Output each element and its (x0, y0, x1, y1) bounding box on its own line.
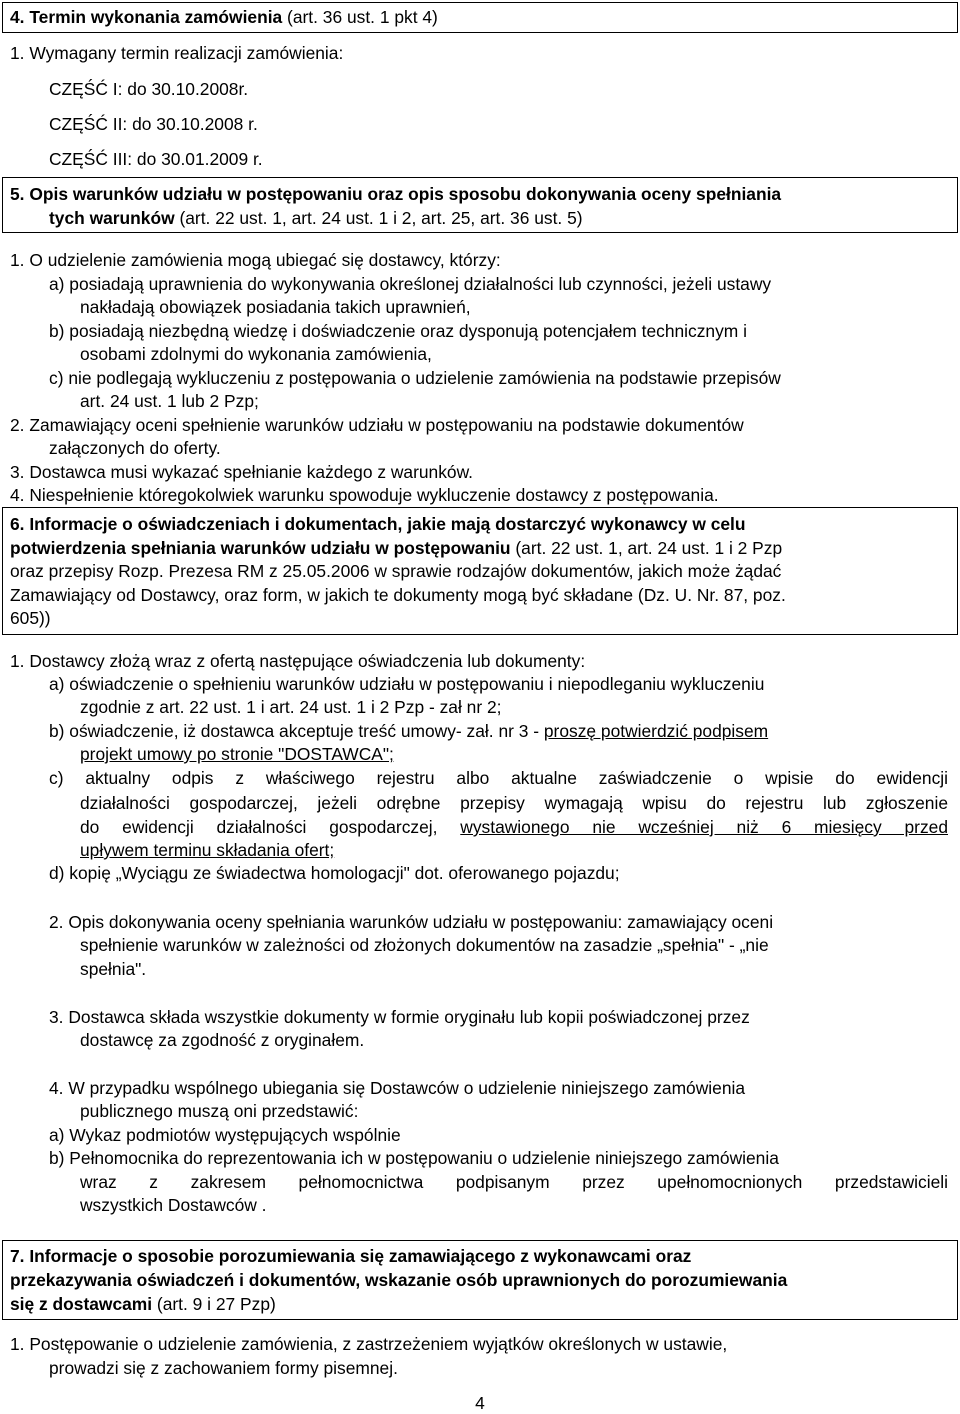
s6-item-1c-line-4: upływem terminu składania ofert; (80, 840, 335, 860)
section-5-heading-line-1: 5. Opis warunków udziału w postępowaniu oraz opis sposobu dokonywania oceny spełniania (10, 184, 782, 204)
section-4-heading: 4. Termin wykonania zamówienia (art. 36 ust. 1 pkt 4) (10, 7, 438, 27)
s6-item-3-line-1: 3. Dostawca składa wszystkie dokumenty w formie oryginału lub kopii poświadczonej przez (49, 1007, 750, 1027)
s5-item-1a-line-2: nakładają obowiązek posiadania takich uprawnień, (80, 297, 471, 317)
s6-item-1a-line-2: zgodnie z art. 22 ust. 1 i art. 24 ust. 1 i 2 Pzp - zał nr 2; (80, 697, 502, 717)
s5-item-1: 1. O udzielenie zamówienia mogą ubiegać się dostawcy, którzy: (10, 250, 501, 270)
s5-item-1c-line-2: art. 24 ust. 1 lub 2 Pzp; (80, 391, 259, 411)
section-6-heading-line-2: potwierdzenia spełniania warunków udziału w postępowaniu (art. 22 ust. 1, art. 24 ust. 1 i 2 Pzp (10, 538, 783, 558)
s5-item-2-line-1: 2. Zamawiający oceni spełnienie warunków udziału w postępowaniu na podstawie dokumentów (10, 415, 744, 435)
s6-item-1b-line-1: b) oświadczenie, iż dostawca akceptuje treść umowy- zał. nr 3 - proszę potwierdzić podpisem (49, 721, 769, 741)
s7-item-1-line-1: 1. Postępowanie o udzielenie zamówienia, z zastrzeżeniem wyjątków określonych w ustawie, (10, 1334, 728, 1354)
s5-item-1b-line-2: osobami zdolnymi do wykonania zamówienia, (80, 344, 432, 364)
s4-part-2: CZĘŚĆ II: do 30.10.2008 r. (49, 114, 258, 134)
section-7-heading-line-2: przekazywania oświadczeń i dokumentów, wskazanie osób uprawnionych do porozumiewania (10, 1270, 788, 1290)
s5-item-1b-line-1: b) posiadają niezbędną wiedzę i doświadczenie oraz dysponują potencjałem technicznym i (49, 321, 747, 341)
s6-item-2-line-2: spełnienie warunków w zależności od złożonych dokumentów na zasadzie „spełnia" - „nie (80, 935, 769, 955)
section-6-heading-line-1: 6. Informacje o oświadczeniach i dokumentach, jakie mają dostarczyć wykonawcy w celu (10, 514, 746, 534)
section-6-heading-line-5: 605)) (10, 608, 51, 628)
s4-item-1: 1. Wymagany termin realizacji zamówienia: (10, 43, 344, 63)
s6-item-3-line-2: dostawcę za zgodność z oryginałem. (80, 1030, 365, 1050)
s6-item-4-line-1: 4. W przypadku wspólnego ubiegania się Dostawców o udzielenie niniejszego zamówienia (49, 1078, 746, 1098)
section-6-heading-line-4: Zamawiający od Dostawcy, oraz form, w jakich te dokumenty mogą być składane (Dz. U. Nr. 87, poz. (10, 585, 786, 605)
s6-item-4a: a) Wykaz podmiotów występujących wspólnie (49, 1125, 401, 1145)
s6-item-1b-underlined: proszę potwierdzić podpisem (543, 721, 769, 741)
s6-item-2-line-1: 2. Opis dokonywania oceny spełniania warunków udziału w postępowaniu: zamawiający oceni (49, 912, 774, 932)
s6-item-4b-line-1: b) Pełnomocnika do reprezentowania ich w postępowaniu o udzielenie niniejszego zamówienia (49, 1148, 779, 1168)
section-7-heading-line-3: się z dostawcami (art. 9 i 27 Pzp) (10, 1294, 276, 1314)
section-5-heading-line-2: tych warunków (art. 22 ust. 1, art. 24 ust. 1 i 2, art. 25, art. 36 ust. 5) (49, 208, 583, 228)
s6-item-4-line-2: publicznego muszą oni przedstawić: (80, 1101, 359, 1121)
s5-item-3: 3. Dostawca musi wykazać spełnianie każdego z warunków. (10, 462, 474, 482)
s6-item-1c-line-1: c) aktualny odpis z właściwego rejestru albo aktualne zaświadczenie o wpisie do ewidencji (49, 768, 948, 788)
s6-item-1b-line-2: projekt umowy po stronie "DOSTAWCA"; (80, 744, 394, 764)
s6-item-1d: d) kopię „Wyciągu ze świadectwa homologacji" dot. oferowanego pojazdu; (49, 863, 620, 883)
s5-item-1c-line-1: c) nie podlegają wykluczeniu z postępowania o udzielenie zamówienia na podstawie przepisów (49, 368, 781, 388)
s5-item-4: 4. Niespełnienie któregokolwiek warunku spowoduje wykluczenie dostawcy z postępowania. (10, 485, 719, 505)
s6-item-1a-line-1: a) oświadczenie o spełnieniu warunków udziału w postępowaniu i niepodleganiu wykluczeniu (49, 674, 765, 694)
s6-item-2-line-3: spełnia". (80, 959, 147, 979)
section-6-heading-line-3: oraz przepisy Rozp. Prezesa RM z 25.05.2006 w sprawie rodzajów dokumentów, jakich może żądać (10, 561, 782, 581)
s6-item-1c-line-3: do ewidencji działalności gospodarczej, wystawionego nie wcześniej niż 6 miesięcy przed (80, 817, 948, 837)
s5-item-2-line-2: załączonych do oferty. (49, 438, 221, 458)
s6-item-4b-line-2: wraz z zakresem pełnomocnictwa podpisanym przez upełnomocnionych przedstawicieli (80, 1172, 948, 1192)
s6-item-4b-line-3: wszystkich Dostawców . (80, 1195, 267, 1215)
s6-item-1: 1. Dostawcy złożą wraz z ofertą następujące oświadczenia lub dokumenty: (10, 651, 586, 671)
section-7-heading-line-1: 7. Informacje o sposobie porozumiewania się zamawiającego z wykonawcami oraz (10, 1246, 692, 1266)
s4-part-1: CZĘŚĆ I: do 30.10.2008r. (49, 79, 249, 99)
s7-item-1-line-2: prowadzi się z zachowaniem formy pisemnej. (49, 1358, 398, 1378)
s5-item-1a-line-1: a) posiadają uprawnienia do wykonywania określonej działalności lub czynności, jeżeli ustawy (49, 274, 772, 294)
s4-part-3: CZĘŚĆ III: do 30.01.2009 r. (49, 149, 263, 169)
s6-item-1c-line-2: działalności gospodarczej, jeżeli odrębne przepisy wymagają wpisu do rejestru lub zgłoszenie (80, 793, 948, 813)
page-number: 4 (475, 1393, 485, 1413)
